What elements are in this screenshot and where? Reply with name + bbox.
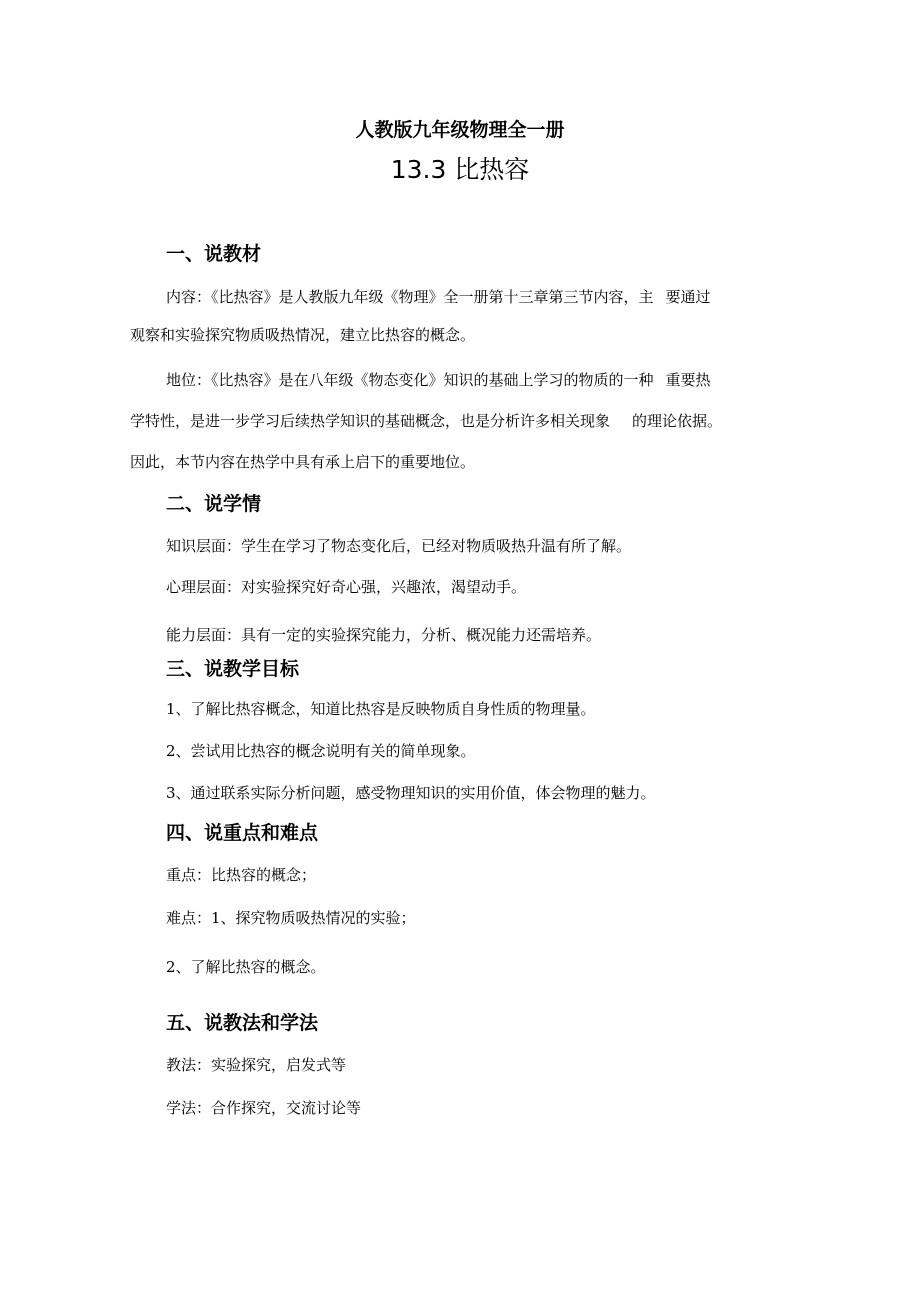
section-heading-methods: 五、说教法和学法 <box>166 1012 319 1034</box>
paragraph-text: 内容：《比热容》是人教版九年级《物理》全一册第十三章第三节内容，主 <box>166 288 654 306</box>
list-item: 能力层面：具有一定的实验探究能力，分析、概况能力还需培养。 <box>166 626 602 644</box>
paragraph-position-line <box>166 369 711 391</box>
list-item: 心理层面：对实验探究好奇心强，兴趣浓，渴望动手。 <box>166 578 527 596</box>
section-heading-objectives: 三、说教学目标 <box>166 658 300 680</box>
document-title: 人教版九年级物理全一册 <box>355 119 565 141</box>
paragraph-text: 地位：《比热容》是在八年级《物态变化》知识的基础上学习的物质的一种 <box>166 371 654 389</box>
paragraph-text: 重要热 <box>665 371 711 389</box>
paragraph-content-line <box>166 286 711 308</box>
paragraph-text: 学特性，是进一步学习后续热学知识的基础概念，也是分析许多相关现象 <box>130 412 611 430</box>
paragraph-content-line: 观察和实验探究物质吸热情况，建立比热容的概念。 <box>130 326 476 344</box>
section-heading-key-points: 四、说重点和难点 <box>166 822 319 844</box>
list-item: 知识层面：学生在学习了物态变化后，已经对物质吸热升温有所了解。 <box>166 537 632 555</box>
list-item: 3、通过联系实际分析问题，感受物理知识的实用价值，体会物理的魅力。 <box>166 784 656 802</box>
list-item: 2、了解比热容的概念。 <box>166 958 326 976</box>
list-item: 学法：合作探究，交流讨论等 <box>166 1099 362 1117</box>
section-heading-learners: 二、说学情 <box>166 493 262 515</box>
paragraph-position-line: 因此，本节内容在热学中具有承上启下的重要地位。 <box>130 453 476 471</box>
paragraph-position-line <box>130 410 722 432</box>
paragraph-text: 要通过 <box>665 288 711 306</box>
list-item: 2、尝试用比热容的概念说明有关的简单现象。 <box>166 742 476 760</box>
paragraph-text: 的理论依据。 <box>632 412 723 430</box>
list-item: 难点：1、探究物质吸热情况的实验； <box>166 909 416 927</box>
lesson-title: 13.3 比热容 <box>390 155 530 184</box>
list-item: 重点：比热容的概念； <box>166 866 317 884</box>
list-item: 教法：实验探究，启发式等 <box>166 1056 347 1074</box>
list-item: 1、了解比热容概念，知道比热容是反映物质自身性质的物理量。 <box>166 700 596 718</box>
section-heading-textbook: 一、说教材 <box>166 243 262 265</box>
